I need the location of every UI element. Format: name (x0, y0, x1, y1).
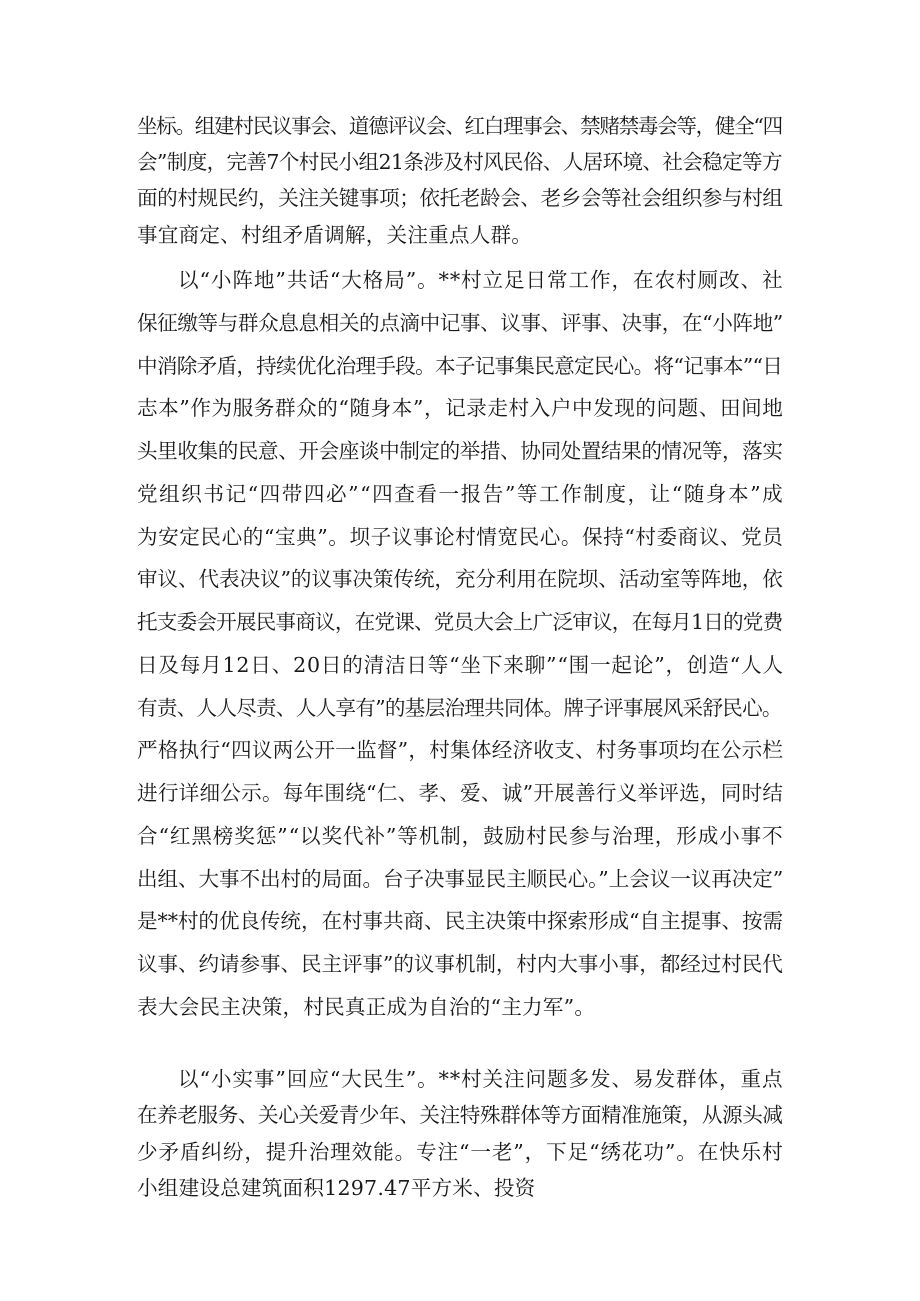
text-line: 审议、代表决议”的议事决策传统，充分利用在院坝、活动室等阵地，依 (137, 567, 783, 591)
text-line: 进行详细公示。每年围绕“仁、孝、爱、诚”开展善行义举评选，同时结 (137, 781, 784, 805)
text-line: 有责、人人尽责、人人享有”的基层治理共同体。牌子评事展风采舒民心。 (137, 696, 782, 720)
text-line: 表大会民主决策，村民真正成为自治的“主力军”。 (137, 995, 596, 1019)
text-line: 以“小实事”回应“大民生”。**村关注问题多发、易发群体，重点 (178, 1067, 784, 1091)
text-line: 志本”作为服务群众的“随身本”，记录走村入户中发现的问题、田间地 (137, 396, 784, 420)
text-line: 少矛盾纠纷，提升治理效能。专注“一老”，下足“绣花功”。在快乐村 (137, 1140, 784, 1164)
text-line: 中消除矛盾，持续优化治理手段。本子记事集民意定民心。将“记事本”“日 (137, 354, 783, 378)
text-line: 党组织书记“四带四必”“四查看一报告”等工作制度，让“随身本”成 (137, 482, 785, 506)
text-line: 头里收集的民意、开会座谈中制定的举措、协同处置结果的情况等，落实 (137, 439, 783, 463)
text-line: 严格执行“四议两公开一监督”，村集体经济收支、村务事项均在公示栏 (137, 738, 784, 762)
text-line: 合“红黑榜奖惩”“以奖代补”等机制，鼓励村民参与治理，形成小事不 (137, 824, 784, 848)
text-line: 托支委会开展民事商议，在党课、党员大会上广泛审议，在每月1日的党费 (137, 610, 783, 634)
text-line: 日及每月12日、20日的清洁日等“坐下来聊”“围一起论”，创造“人人 (137, 653, 784, 677)
text-line: 会”制度，完善7个村民小组21条涉及村风民俗、人居环境、社会稳定等方 (137, 150, 782, 174)
text-line: 保征缴等与群众息息相关的点滴中记事、议事、评事、决事，在“小阵地” (137, 311, 783, 335)
text-line: 为安定民心的“宝典”。坝子议事论村情宽民心。保持“村委商议、党员 (137, 525, 784, 549)
text-line: 出组、大事不出村的局面。台子决事显民主顺民心。”上会议一议再决定” (137, 867, 784, 891)
text-line: 面的村规民约，关注关键事项；依托老龄会、老乡会等社会组织参与村组 (137, 186, 783, 210)
text-line: 以“小阵地”共话“大格局”。**村立足日常工作，在农村厕改、社 (178, 268, 784, 292)
text-line: 小组建设总建筑面积1297.47平方米、投资 (137, 1176, 536, 1200)
text-line: 议事、约请参事、民主评事”的议事机制，村内大事小事，都经过村民代 (137, 952, 783, 976)
text-line: 坐标。组建村民议事会、道德评议会、红白理事会、禁赌禁毒会等，健全“四 (137, 114, 782, 138)
text-line: 事宜商定、村组矛盾调解，关注重点人群。 (137, 223, 533, 247)
text-line: 是**村的优良传统，在村事共商、民主决策中探索形成“自主提事、按需 (137, 909, 783, 933)
text-line: 在养老服务、关心关爱青少年、关注特殊群体等方面精准施策，从源头减 (137, 1103, 783, 1127)
